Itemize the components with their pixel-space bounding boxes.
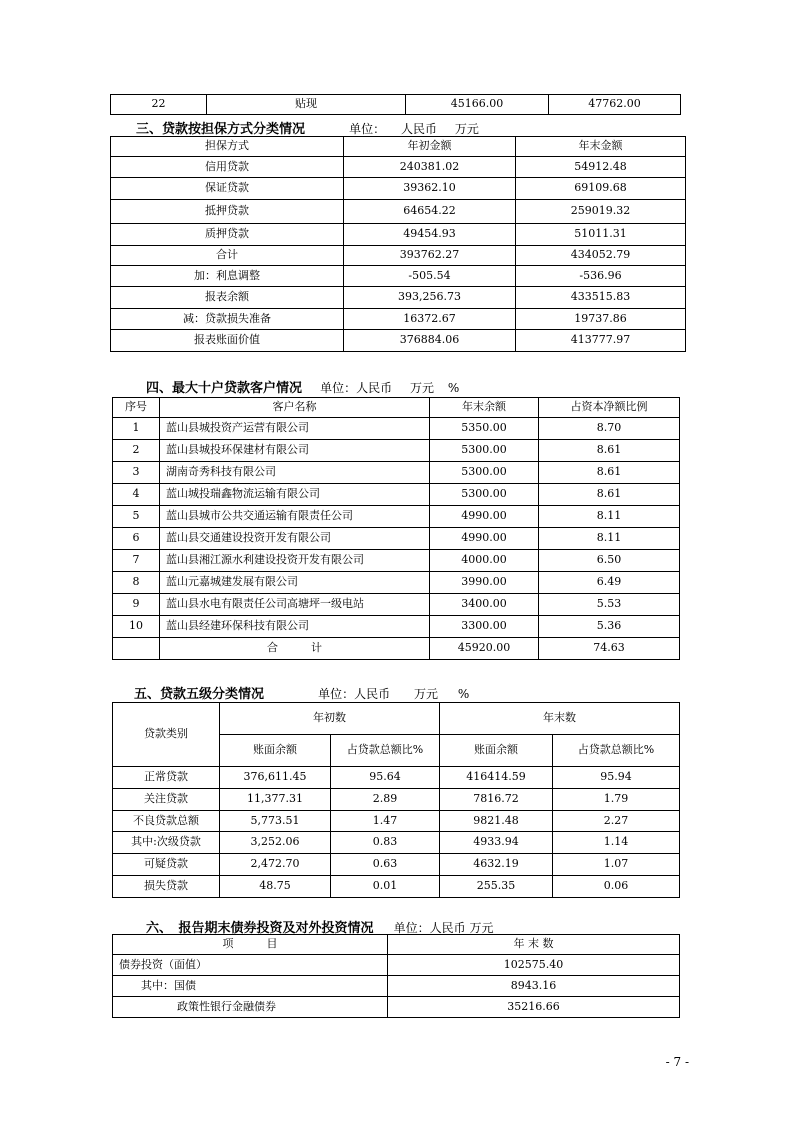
cell-type: 抵押贷款: [111, 200, 344, 224]
cell-balance: 5300.00: [430, 462, 539, 484]
section4-unit: [320, 381, 459, 395]
row-end: 47762.00: [549, 95, 681, 115]
cell-end: 19737.86: [516, 309, 686, 330]
section5-title: 五、贷款五级分类情况: [134, 687, 265, 702]
cell-end-balance: 255.35: [440, 876, 553, 898]
cell-category: 不良贷款总额: [113, 811, 220, 832]
cell-begin: 49454.93: [344, 224, 516, 246]
cell-item: 政策性银行金融债券: [113, 997, 388, 1018]
section6-unit: 单位：人民币 万元: [393, 921, 494, 935]
cell-ratio: 5.36: [539, 616, 680, 638]
cell-ratio: 8.61: [539, 462, 680, 484]
cell-balance: 3990.00: [430, 572, 539, 594]
cell-begin-balance: 5,773.51: [220, 811, 331, 832]
bond-investment-table: [112, 934, 680, 1018]
cell-number: 1: [113, 418, 160, 440]
table-row: [111, 157, 686, 178]
cell-end: 69109.68: [516, 178, 686, 200]
cell-balance: 4990.00: [430, 506, 539, 528]
cell-category: 可疑贷款: [113, 854, 220, 876]
unit-scale: 万元: [454, 122, 479, 136]
table-row: [113, 955, 680, 976]
cell-begin-ratio: 2.89: [331, 789, 440, 811]
header-end-amount: 年末金额: [516, 137, 686, 157]
table-row: [111, 200, 686, 224]
header-balance: 年末余额: [430, 398, 539, 418]
cell-begin-balance: 3,252.06: [220, 832, 331, 854]
cell-begin: 376884.06: [344, 330, 516, 352]
cell-customer: 蓝山城投瑞鑫物流运输有限公司: [160, 484, 430, 506]
table-row: [113, 854, 680, 876]
cell-end-balance: 416414.59: [440, 767, 553, 789]
cell-begin-ratio: 95.64: [331, 767, 440, 789]
header-end: 年末数: [440, 703, 680, 735]
cell-number: 7: [113, 550, 160, 572]
table-row: [111, 266, 686, 287]
table-row: [113, 594, 680, 616]
cell-balance: 3300.00: [430, 616, 539, 638]
cell-end: 51011.31: [516, 224, 686, 246]
section6-title: 六、 报告期末债券投资及对外投资情况: [146, 921, 374, 936]
table-row: [113, 876, 680, 898]
section4-title: 四、最大十户贷款客户情况: [146, 381, 303, 396]
cell-end: 54912.48: [516, 157, 686, 178]
table-row: [113, 440, 680, 462]
header-guarantee-type: 担保方式: [111, 137, 344, 157]
cell-category: 关注贷款: [113, 789, 220, 811]
cell-customer: 蓝山元嘉城建发展有限公司: [160, 572, 430, 594]
total-row: [113, 638, 680, 660]
cell-item: 债券投资（面值）: [113, 955, 388, 976]
cell-category: 正常贷款: [113, 767, 220, 789]
unit-currency: 单位：人民币: [318, 687, 391, 701]
cell-begin-balance: 48.75: [220, 876, 331, 898]
cell-type: 加：利息调整: [111, 266, 344, 287]
cell-empty: [113, 638, 160, 660]
cell-end-ratio: 1.79: [553, 789, 680, 811]
cell-end: -536.96: [516, 266, 686, 287]
cell-end: 433515.83: [516, 287, 686, 309]
cell-type: 减：贷款损失准备: [111, 309, 344, 330]
table-row: [113, 572, 680, 594]
cell-end-ratio: 2.27: [553, 811, 680, 832]
cell-balance: 5350.00: [430, 418, 539, 440]
subheader-begin-ratio: 占贷款总额比%: [331, 735, 440, 767]
cell-begin-balance: 2,472.70: [220, 854, 331, 876]
table-row: [111, 246, 686, 266]
table-row: [113, 418, 680, 440]
table-row: [113, 528, 680, 550]
cell-type: 合计: [111, 246, 344, 266]
cell-ratio: 8.61: [539, 440, 680, 462]
cell-value: 8943.16: [388, 976, 680, 997]
cell-ratio: 8.11: [539, 528, 680, 550]
row-name: 贴现: [207, 95, 406, 115]
header-number: 序号: [113, 398, 160, 418]
cell-end-ratio: 0.06: [553, 876, 680, 898]
cell-customer: 蓝山县湘江源水利建设投资开发有限公司: [160, 550, 430, 572]
cell-value: 35216.66: [388, 997, 680, 1018]
cell-customer: 蓝山县交通建设投资开发有限公司: [160, 528, 430, 550]
guarantee-table: [110, 136, 686, 352]
cell-begin-ratio: 0.83: [331, 832, 440, 854]
table-row: [113, 462, 680, 484]
cell-type: 信用贷款: [111, 157, 344, 178]
cell-type: 报表余额: [111, 287, 344, 309]
header-begin: 年初数: [220, 703, 440, 735]
cell-begin: 16372.67: [344, 309, 516, 330]
table-row: [113, 789, 680, 811]
table-row: [113, 616, 680, 638]
cell-value: 102575.40: [388, 955, 680, 976]
table-row: [113, 976, 680, 997]
cell-ratio: 6.50: [539, 550, 680, 572]
top-ten-customers-table: [112, 397, 680, 660]
cell-number: 10: [113, 616, 160, 638]
table-row: [111, 330, 686, 352]
header-item: 项 目: [113, 935, 388, 955]
cell-number: 8: [113, 572, 160, 594]
table-row: [111, 178, 686, 200]
subheader-end-ratio: 占贷款总额比%: [553, 735, 680, 767]
cell-type: 保证贷款: [111, 178, 344, 200]
cell-begin: 393762.27: [344, 246, 516, 266]
cell-number: 5: [113, 506, 160, 528]
cell-number: 9: [113, 594, 160, 616]
cell-end-balance: 9821.48: [440, 811, 553, 832]
cell-begin: 240381.02: [344, 157, 516, 178]
cell-end-balance: 4933.94: [440, 832, 553, 854]
cell-type: 报表账面价值: [111, 330, 344, 352]
cell-ratio: 8.70: [539, 418, 680, 440]
cell-customer: 蓝山县城投资产运营有限公司: [160, 418, 430, 440]
cell-number: 3: [113, 462, 160, 484]
cell-ratio: 6.49: [539, 572, 680, 594]
unit-percent: %: [447, 381, 460, 395]
cell-end-balance: 7816.72: [440, 789, 553, 811]
section5-unit: [318, 687, 469, 701]
cell-end: 259019.32: [516, 200, 686, 224]
cell-begin-balance: 11,377.31: [220, 789, 331, 811]
table-row: [113, 767, 680, 789]
header-year-end: 年 末 数: [388, 935, 680, 955]
cell-begin-ratio: 0.63: [331, 854, 440, 876]
total-label: 合 计: [160, 638, 430, 660]
cell-begin: 393,256.73: [344, 287, 516, 309]
subheader-begin-balance: 账面余额: [220, 735, 331, 767]
cell-customer: 湖南奇秀科技有限公司: [160, 462, 430, 484]
cell-end: 413777.97: [516, 330, 686, 352]
cell-end-balance: 4632.19: [440, 854, 553, 876]
table-row: [113, 832, 680, 854]
cell-customer: 蓝山县水电有限责任公司高塘坪一级电站: [160, 594, 430, 616]
section3-heading: [136, 118, 479, 137]
cell-balance: 4990.00: [430, 528, 539, 550]
cell-balance: 5300.00: [430, 440, 539, 462]
table-row: [113, 506, 680, 528]
table-row: [113, 484, 680, 506]
unit-percent: %: [457, 687, 470, 701]
cell-balance: 4000.00: [430, 550, 539, 572]
header-category: 贷款类别: [113, 703, 220, 767]
cell-end-ratio: 95.94: [553, 767, 680, 789]
unit-scale: 万元: [410, 381, 435, 395]
cell-customer: 蓝山县城市公共交通运输有限责任公司: [160, 506, 430, 528]
unit-currency: 人民币: [401, 122, 438, 136]
section4-heading: [146, 377, 459, 396]
cell-ratio: 8.11: [539, 506, 680, 528]
cell-end: 434052.79: [516, 246, 686, 266]
unit-scale: 万元: [414, 687, 439, 701]
page-number: - 7 -: [665, 1055, 689, 1069]
table-row: [111, 287, 686, 309]
cell-begin-ratio: 0.01: [331, 876, 440, 898]
cell-number: 6: [113, 528, 160, 550]
header-ratio: 占资本净额比例: [539, 398, 680, 418]
section3-title: 三、贷款按担保方式分类情况: [136, 122, 306, 137]
cell-begin: 64654.22: [344, 200, 516, 224]
table-row: [113, 550, 680, 572]
section3-unit: [349, 122, 479, 136]
unit-label: 单位：: [349, 122, 386, 136]
previous-table-tail: [110, 94, 681, 115]
cell-begin: 39362.10: [344, 178, 516, 200]
header-customer: 客户名称: [160, 398, 430, 418]
unit-currency: 单位：人民币: [320, 381, 393, 395]
cell-balance: 5300.00: [430, 484, 539, 506]
cell-begin-ratio: 1.47: [331, 811, 440, 832]
table-row: [113, 997, 680, 1018]
section5-heading: [134, 683, 469, 702]
cell-end-ratio: 1.07: [553, 854, 680, 876]
cell-ratio: 5.53: [539, 594, 680, 616]
row-number: 22: [111, 95, 207, 115]
cell-balance: 3400.00: [430, 594, 539, 616]
table-row: [111, 309, 686, 330]
cell-begin: -505.54: [344, 266, 516, 287]
cell-customer: 蓝山县经建环保科技有限公司: [160, 616, 430, 638]
row-begin: 45166.00: [406, 95, 549, 115]
cell-type: 质押贷款: [111, 224, 344, 246]
cell-number: 2: [113, 440, 160, 462]
cell-category: 其中:次级贷款: [113, 832, 220, 854]
cell-category: 损失贷款: [113, 876, 220, 898]
table-row: [111, 224, 686, 246]
cell-begin-balance: 376,611.45: [220, 767, 331, 789]
five-category-table: [112, 702, 680, 898]
header-begin-amount: 年初金额: [344, 137, 516, 157]
cell-number: 4: [113, 484, 160, 506]
subheader-end-balance: 账面余额: [440, 735, 553, 767]
total-balance: 45920.00: [430, 638, 539, 660]
table-row: [113, 811, 680, 832]
cell-customer: 蓝山县城投环保建材有限公司: [160, 440, 430, 462]
cell-ratio: 8.61: [539, 484, 680, 506]
cell-end-ratio: 1.14: [553, 832, 680, 854]
cell-item: 其中：国债: [113, 976, 388, 997]
total-ratio: 74.63: [539, 638, 680, 660]
